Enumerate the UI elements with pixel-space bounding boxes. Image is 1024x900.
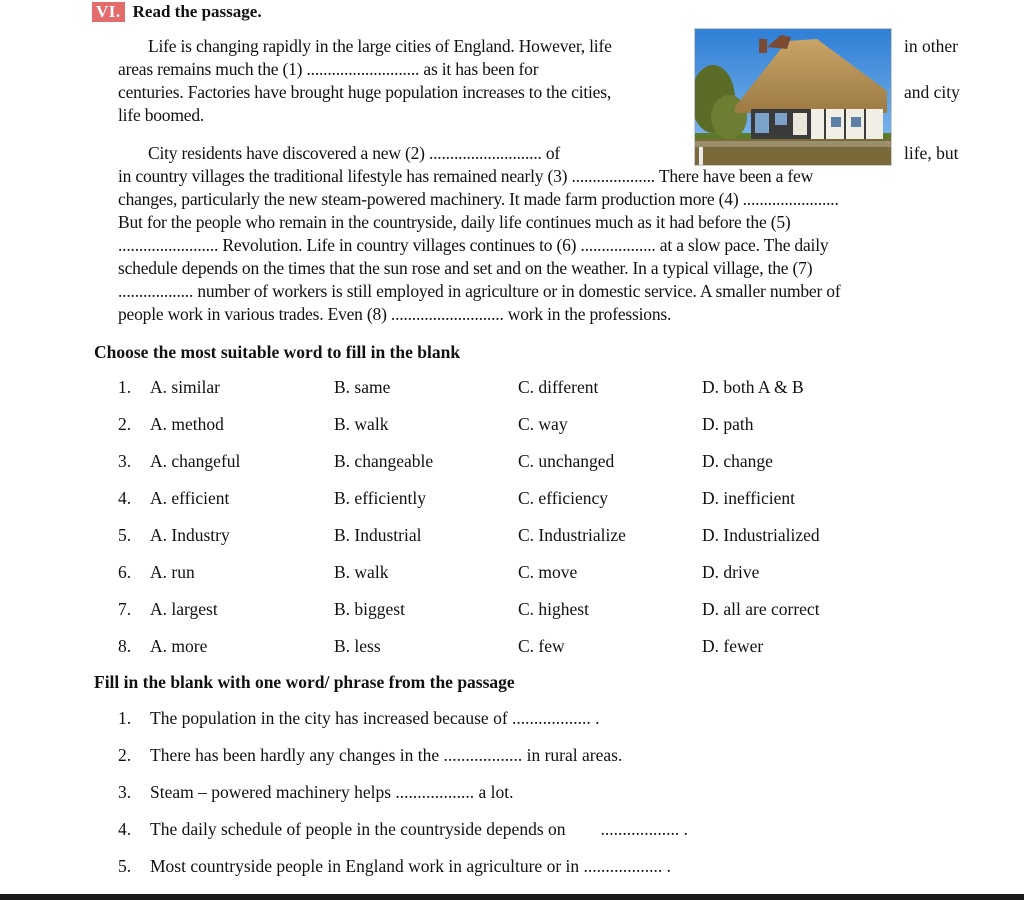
fill-item-text: There has been hardly any changes in the .................. in rural areas.: [150, 745, 623, 765]
option-a: A. more: [150, 636, 208, 656]
fill-blank-item: [118, 782, 514, 803]
option-b: B. biggest: [334, 599, 405, 619]
passage-right-fragment: in other: [904, 36, 958, 56]
option-d: D. path: [702, 414, 754, 434]
option-a: A. run: [150, 562, 195, 582]
question-row: [118, 525, 998, 549]
passage-line: changes, particularly the new steam-powered machinery. It made farm production more (4) .......................: [118, 189, 839, 209]
option-b: B. same: [334, 377, 391, 397]
question-number: 7.: [118, 599, 132, 619]
bottom-divider: [0, 894, 1024, 900]
option-c: C. few: [518, 636, 565, 656]
question-number: 6.: [118, 562, 132, 582]
section-number: VI.: [92, 2, 125, 22]
option-c: C. efficiency: [518, 488, 609, 508]
passage-line: centuries. Factories have brought huge population increases to the cities,: [118, 82, 612, 102]
passage-line: ........................ Revolution. Life in country villages continues to (6) .................. at a slow pace. The daily: [118, 235, 829, 255]
fill-item-number: 1.: [118, 708, 132, 728]
multiple-choice-heading: Choose the most suitable word to fill in the blank: [94, 342, 461, 362]
question-number: 3.: [118, 451, 132, 471]
fill-item-number: 4.: [118, 819, 132, 839]
option-a: A. similar: [150, 377, 220, 397]
option-d: D. drive: [702, 562, 760, 582]
option-d: D. Industrialized: [702, 525, 820, 545]
option-b: B. less: [334, 636, 381, 656]
option-a: A. largest: [150, 599, 218, 619]
fill-blank-heading: Fill in the blank with one word/ phrase from the passage: [94, 672, 515, 692]
thatched-cottage-photo: [694, 28, 892, 166]
question-number: 2.: [118, 414, 132, 434]
fill-blank-item: [118, 819, 688, 840]
passage-line: areas remains much the (1) ........................... as it has been for: [118, 59, 539, 79]
fill-blank-item: [118, 856, 671, 877]
passage-line: schedule depends on the times that the sun rose and set and on the weather. In a typical village, the (7): [118, 258, 813, 278]
section-title: Read the passage.: [132, 2, 262, 21]
fill-item-text: Most countryside people in England work in agriculture or in .................. .: [150, 856, 672, 876]
option-c: C. highest: [518, 599, 589, 619]
fill-blank-item: [118, 708, 600, 729]
passage-line: Life is changing rapidly in the large cities of England. However, life: [148, 36, 612, 56]
passage-right-fragment: and city: [904, 82, 960, 102]
question-row: [118, 451, 998, 475]
question-row: [118, 488, 998, 512]
question-row: [118, 377, 998, 401]
passage-right-fragment: life, but: [904, 143, 959, 163]
question-row: [118, 562, 998, 586]
option-b: B. Industrial: [334, 525, 422, 545]
section-header: [92, 0, 262, 24]
question-row: [118, 599, 998, 623]
fill-item-number: 5.: [118, 856, 132, 876]
question-number: 1.: [118, 377, 132, 397]
option-d: D. both A & B: [702, 377, 804, 397]
passage-line: City residents have discovered a new (2) ........................... of: [148, 143, 561, 163]
option-a: A. method: [150, 414, 224, 434]
option-d: D. inefficient: [702, 488, 795, 508]
passage-line: life boomed.: [118, 105, 205, 125]
passage-line: .................. number of workers is still employed in agriculture or in domestic service. A smaller number of: [118, 281, 841, 301]
option-c: C. different: [518, 377, 599, 397]
option-d: D. fewer: [702, 636, 764, 656]
passage-line: But for the people who remain in the countryside, daily life continues much as it had before the (5): [118, 212, 791, 232]
fill-blank-item: [118, 745, 622, 766]
option-a: A. efficient: [150, 488, 230, 508]
fill-item-number: 2.: [118, 745, 132, 765]
option-a: A. changeful: [150, 451, 241, 471]
option-d: D. change: [702, 451, 773, 471]
question-row: [118, 414, 998, 438]
option-b: B. changeable: [334, 451, 434, 471]
question-number: 4.: [118, 488, 132, 508]
option-c: C. Industrialize: [518, 525, 626, 545]
passage-line: in country villages the traditional lifestyle has remained nearly (3) .................... There have been a few: [118, 166, 814, 186]
question-number: 8.: [118, 636, 132, 656]
option-d: D. all are correct: [702, 599, 820, 619]
question-number: 5.: [118, 525, 132, 545]
passage-line: people work in various trades. Even (8) ........................... work in the professions.: [118, 304, 672, 324]
fill-item-text: The population in the city has increased because of .................. .: [150, 708, 600, 728]
option-a: A. Industry: [150, 525, 230, 545]
fill-item-text: Steam – powered machinery helps .................. a lot.: [150, 782, 514, 802]
option-c: C. way: [518, 414, 568, 434]
option-b: B. walk: [334, 562, 389, 582]
option-c: C. unchanged: [518, 451, 615, 471]
question-row: [118, 636, 998, 660]
fill-item-number: 3.: [118, 782, 132, 802]
option-c: C. move: [518, 562, 578, 582]
option-b: B. efficiently: [334, 488, 427, 508]
option-b: B. walk: [334, 414, 389, 434]
fill-item-text: The daily schedule of people in the countryside depends on .................. .: [150, 819, 689, 839]
